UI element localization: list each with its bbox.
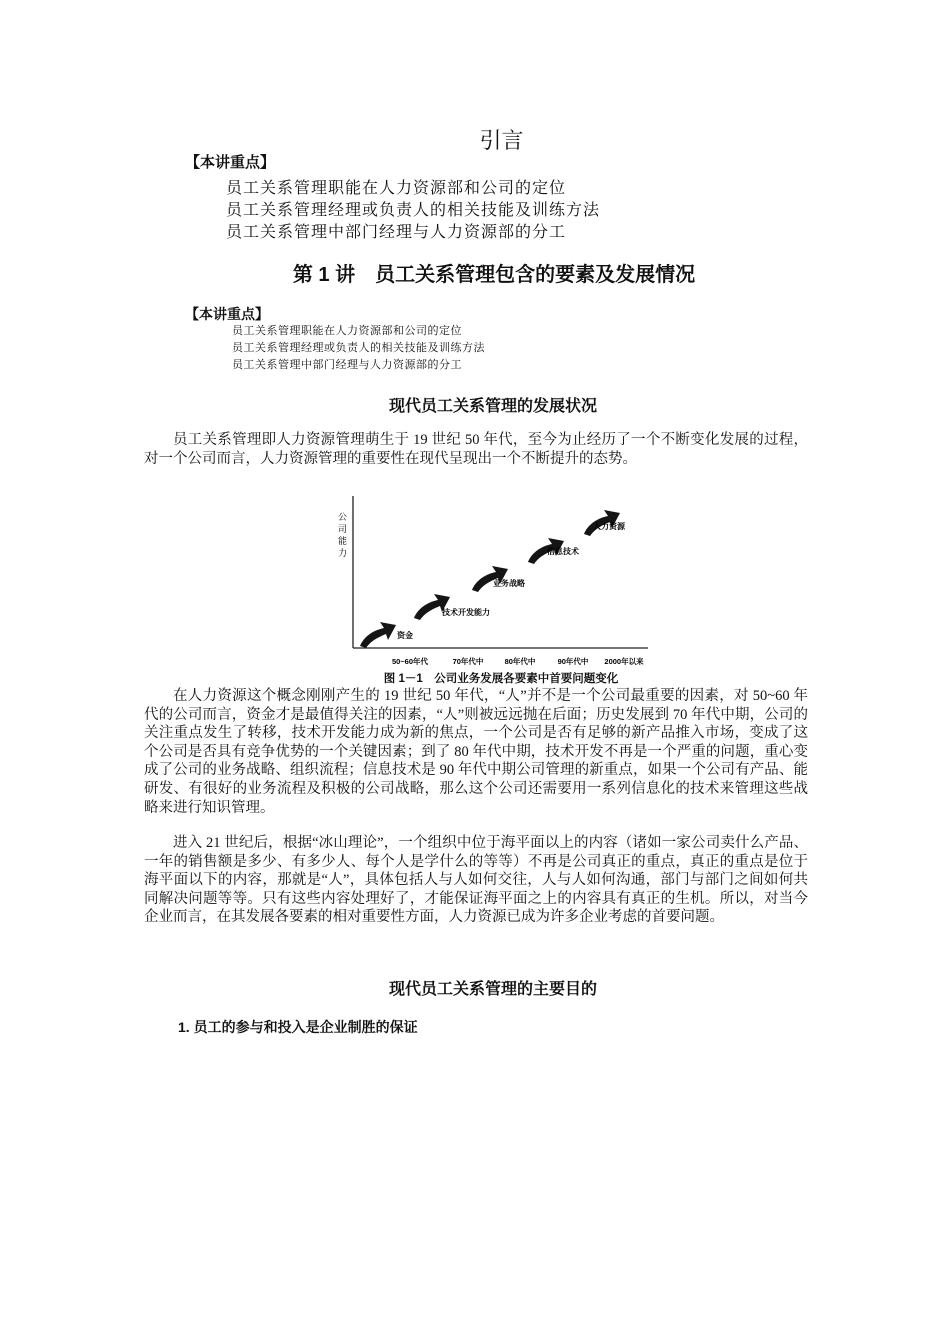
intro-key-points-label: 【本讲重点】 (185, 154, 276, 171)
intro-key-point-1: 员工关系管理职能在人力资源部和公司的定位 (226, 180, 567, 197)
x-axis-tick-labels (392, 656, 644, 666)
figure-caption: 图 1－1 公司业务发展各要素中首要问题变化 (383, 673, 619, 685)
lecture-key-point-1: 员工关系管理职能在人力资源部和公司的定位 (232, 325, 462, 337)
stage-arrows (360, 510, 620, 648)
paragraph-text: 进入 21 世纪后，根据“冰山理论”，一个组织中位于海平面以上的内容（诸如一家公司卖什么产品、一年的销售额是多少、有多少人、每个人是学什么的等等）不再是公司真正的重点，真正的重点是位于海平面以下的内容，那就是“人”，具体包括人与人如何交往，人与人如何沟通，部门与部门之间如何共同解决问题等等。只有这些内容处理好了，才能保证海平面之上的内容具有真正的生机。所以，对当今企业而言，在其发展各要素的相对重要性方面，人力资源已成为许多企业考虑的首要问题。 (144, 835, 808, 926)
y-axis-label-char-2: 司 (338, 524, 348, 534)
paragraph-history (144, 687, 808, 817)
development-figure (330, 490, 660, 670)
x-tick-label: 70年代中 (452, 657, 484, 666)
intro-key-point-3: 员工关系管理中部门经理与人力资源部的分工 (226, 224, 567, 241)
stage-label: 技术开发能力 (442, 608, 490, 617)
paragraph-intro (144, 431, 808, 468)
stage-label: 业务战略 (493, 579, 525, 588)
paragraph-iceberg (144, 834, 808, 927)
section-title-purpose: 现代员工关系管理的主要目的 (388, 981, 597, 998)
subheading-1: 1. 员工的参与和投入是企业制胜的保证 (178, 1019, 418, 1035)
lecture-key-points-label: 【本讲重点】 (185, 306, 269, 322)
x-tick-label: 2000年以来 (604, 657, 644, 666)
paragraph-text: 在人力资源这个概念刚刚产生的 19 世纪 50 年代，“人”并不是一个公司最重要的因素，对 50~60 年代的公司而言，资金才是最值得关注的因素，“人”则被远远抛在后面；历史发展到 70 年代中期，公司的关注重点发生了转移，技术开发能力成为新的焦点，一个公司是否有足够的新产品推入市场，变成了这个公司是否具有竞争优势的一个关键因素；到了 80 年代中期，技术开发不再是一个严重的问题，重心变成了公司的业务战略、组织流程；信息技术是 90 年代中期公司管理的新重点，如果一个公司有产品、能研发、有很好的业务流程及积极的公司战略，那么这个公司还需要用一系列信息化的技术来管理这些战略来进行知识管理。 (144, 688, 808, 816)
stage-label: 人力资源 (593, 522, 625, 531)
stage-arrow-icon (360, 622, 396, 648)
y-axis-label-char-3: 能 (338, 536, 348, 546)
lecture-key-point-3: 员工关系管理中部门经理与人力资源部的分工 (232, 359, 462, 371)
stage-labels (397, 521, 626, 640)
intro-title: 引言 (479, 128, 524, 153)
section-title-development: 现代员工关系管理的发展状况 (388, 398, 597, 415)
paragraph-text: 员工关系管理即人力资源管理萌生于 19 世纪 50 年代，至今为止经历了一个不断变化发展的过程，对一个公司而言，人力资源管理的重要性在现代呈现出一个不断提升的态势。 (144, 432, 808, 467)
y-axis-label-char-1: 公 (338, 512, 348, 522)
stage-label: 资金 (397, 631, 413, 640)
stage-label: 信息技术 (547, 547, 579, 556)
x-tick-label: 50~60年代 (391, 657, 429, 666)
lecture-key-point-2: 员工关系管理经理或负责人的相关技能及训练方法 (232, 342, 485, 354)
intro-key-point-2: 员工关系管理经理或负责人的相关技能及训练方法 (226, 202, 601, 219)
x-tick-label: 90年代中 (557, 657, 589, 666)
lecture-title: 第 1 讲 员工关系管理包含的要素及发展情况 (292, 264, 696, 286)
y-axis-label-char-4: 力 (338, 548, 348, 558)
x-tick-label: 80年代中 (504, 657, 536, 666)
